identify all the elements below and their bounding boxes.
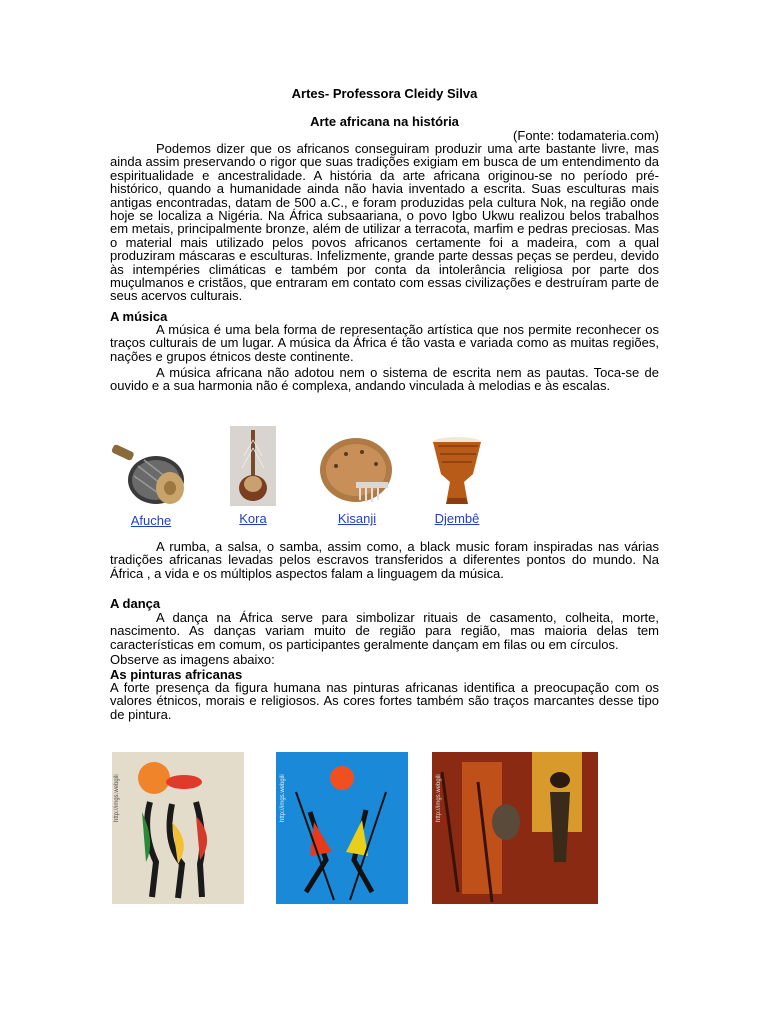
painting-3-watermark: http://imgs.webgili: [436, 774, 442, 822]
instrument-kisanji: [316, 436, 398, 526]
djembe-image: [426, 436, 488, 508]
painting-1-image: [112, 752, 244, 904]
document-header: Artes- Professora Cleidy Silva: [291, 86, 478, 101]
link-djembe[interactable]: Djembê: [434, 511, 480, 526]
link-kora[interactable]: Kora: [239, 511, 267, 526]
paintings-heading: As pinturas africanas: [110, 667, 243, 682]
intro-paragraph: Podemos dizer que os africanos conseguiram produzir uma arte bastante livre, mas ainda assim preservando o rigor que suas tradições exigiam em busca de um entendimento da espiritualidade e ancestralidade. A história da arte africana originou-se no período pré-histórico, quando a humanidade ainda não havia inventado a escrita. Suas esculturas mais antigas encontradas, datam de 500 a.C., e foram produzidas pela cultura Nok, na região onde hoje se localiza a Nigéria. Na África subsaariana, o povo Igbo Ukwu realizou belos trabalhos em metais, principalmente bronze, além de utilizar a terracota, marfim e pedras preciosas. Mas o material mais utilizado pelos povos africanos certamente foi a madeira, com a qual produziram máscaras e esculturas. Infelizmente, grande parte dessas peças se perdeu, devido às intempéries climáticas e também por conta da intolerância religiosa por parte dos muçulmanos e cristãos, que entraram em contato com essas civilizações e destruíram parte de seus acervos culturais.: [110, 141, 659, 304]
kora-image: [226, 426, 280, 508]
rumba-paragraph: A rumba, a salsa, o samba, assim como, a black music foram inspiradas nas várias tradições africanas levadas pelos escravos transferidos a diferentes pontos do mundo. Na África , a vida e os múltiplos aspectos falam a linguagem da música.: [110, 539, 659, 581]
observe-text: Observe as imagens abaixo:: [110, 652, 275, 667]
painting-3-image: [432, 752, 598, 904]
painting-1: [112, 752, 244, 907]
painting-2-image: [276, 752, 408, 904]
link-afuche[interactable]: Afuche: [130, 513, 172, 528]
source-note: (Fonte: todamateria.com): [513, 128, 659, 143]
dance-heading: A dança: [110, 596, 161, 611]
document-title: Arte africana na história: [310, 114, 459, 129]
dance-paragraph: A dança na África serve para simbolizar rituais de casamento, colheita, morte, nascimento. As danças variam muito de região para região, mas maioria delas tem características em comum, os participantes geralmente dançam em filas ou em círculos.: [110, 610, 659, 652]
music-paragraph-2: A música africana não adotou nem o sistema de escrita nem as pautas. Toca-se de ouvido e a sua harmonia não é complexa, andando vinculada à melodias e às escalas.: [110, 365, 659, 394]
music-paragraph-1: A música é uma bela forma de representação artística que nos permite reconhecer os traços culturais de um lugar. A música da África é tão vasta e variada como as muitas regiões, nações e grupos étnicos deste continente.: [110, 322, 659, 364]
paintings-paragraph: A forte presença da figura humana nas pinturas africanas identifica a preocupação com os valores étnicos, morais e religiosos. As cores fortes também são traços marcantes desse tipo de pintura.: [110, 680, 659, 722]
kisanji-image: [316, 436, 398, 508]
painting-2: [276, 752, 408, 907]
link-kisanji[interactable]: Kisanji: [337, 511, 377, 526]
painting-3: [432, 752, 598, 907]
music-heading: A música: [110, 309, 168, 324]
instrument-kora: [226, 426, 280, 526]
painting-1-watermark: http://imgs.webgili: [114, 774, 120, 822]
instrument-djembe: [426, 436, 488, 526]
painting-2-watermark: http://imgs.webgili: [280, 774, 286, 822]
instrument-afuche: [110, 440, 192, 528]
afuche-image: [110, 440, 192, 510]
